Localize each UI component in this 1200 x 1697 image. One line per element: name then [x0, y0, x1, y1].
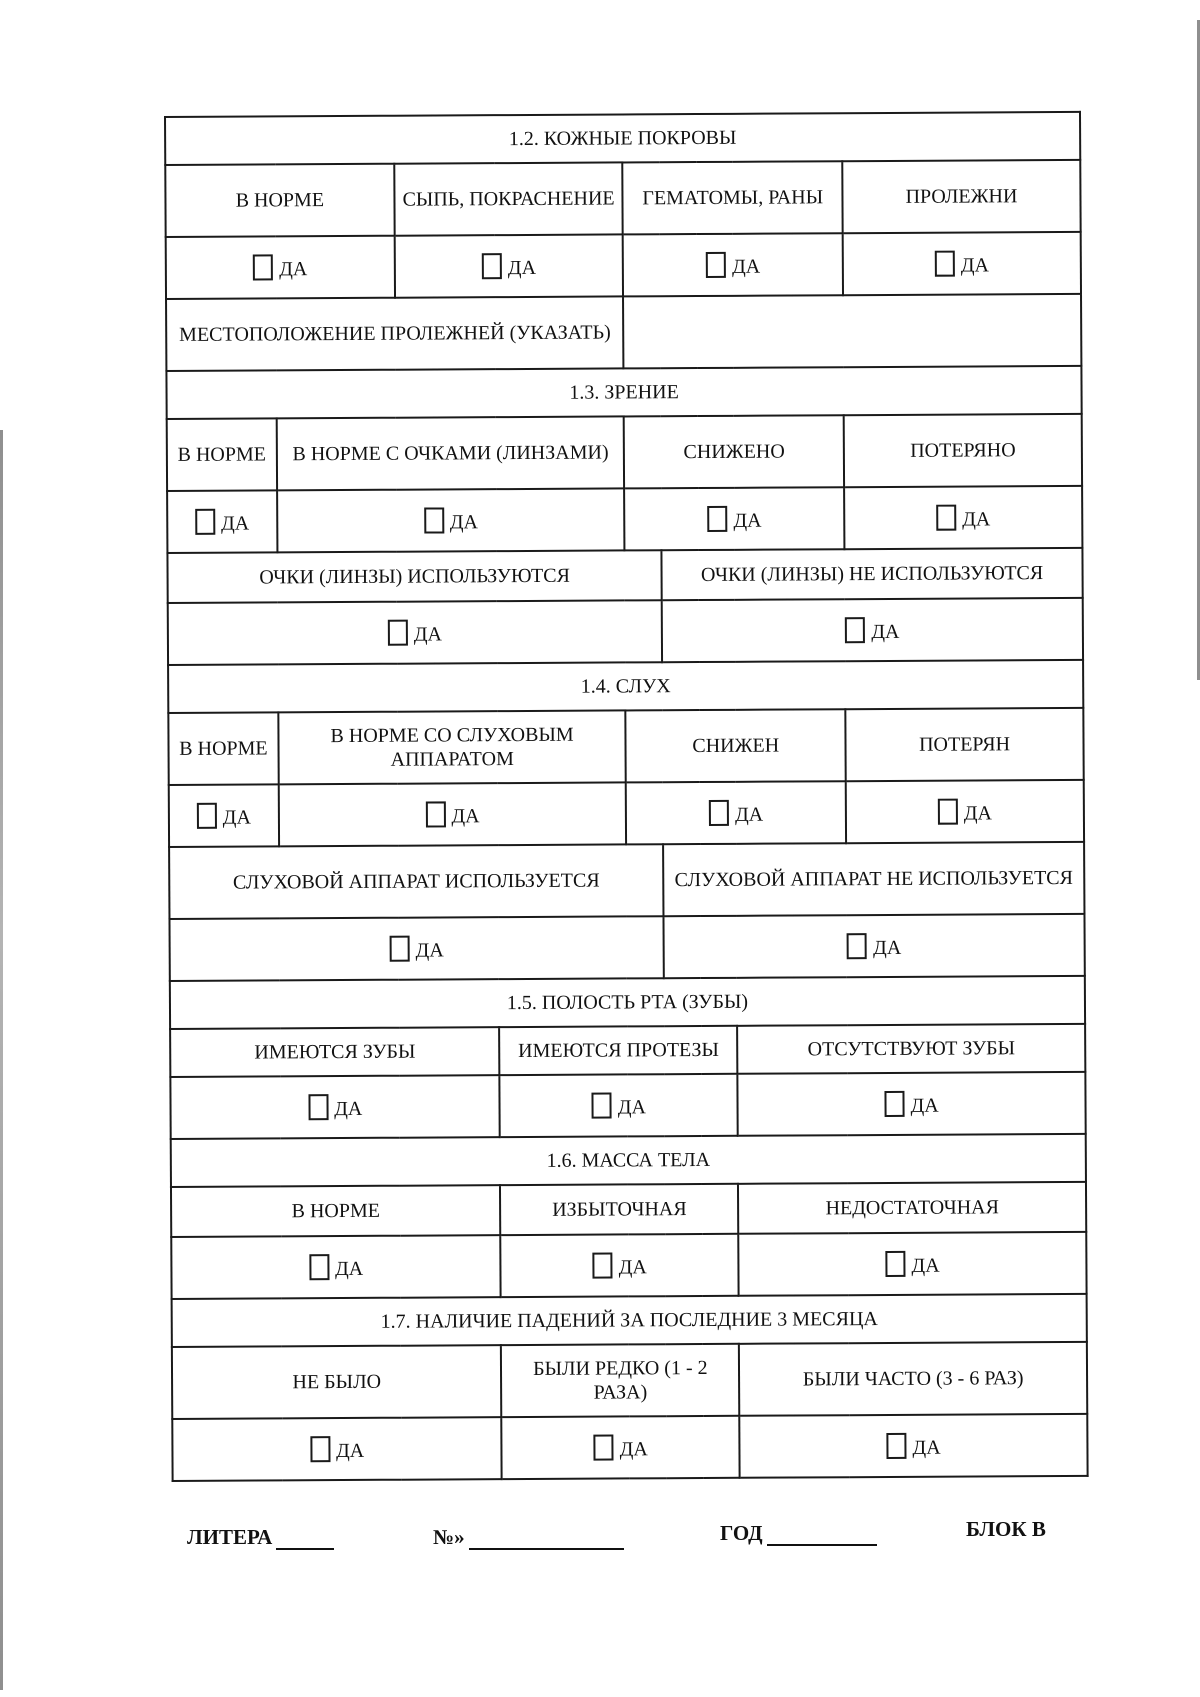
checkbox[interactable] [847, 933, 867, 959]
aid-not-used-header: СЛУХОВОЙ АППАРАТ НЕ ИСПОЛЬЗУЕТСЯ [663, 842, 1084, 916]
aid-not-used-option[interactable] [664, 914, 1085, 978]
weight-excess-option[interactable] [501, 1234, 739, 1297]
yes-label: ДА [960, 253, 989, 277]
checkbox[interactable] [707, 505, 727, 531]
section-title-1-6: 1.6. МАССА ТЕЛА [171, 1134, 1086, 1187]
yes-label: ДА [279, 257, 308, 280]
glasses-not-used-option[interactable] [662, 598, 1083, 662]
litera-field [187, 1525, 334, 1550]
vision-normal-header: В НОРМЕ [167, 418, 277, 491]
yes-label: ДА [507, 256, 537, 279]
teeth-present-header: ИМЕЮТСЯ ЗУБЫ [170, 1027, 500, 1077]
falls-rare-option[interactable] [502, 1416, 740, 1479]
glasses-not-used-header: ОЧКИ (ЛИНЗЫ) НЕ ИСПОЛЬЗУЮТСЯ [661, 548, 1082, 600]
checkbox[interactable] [425, 801, 445, 827]
falls-none-option[interactable] [172, 1417, 502, 1481]
yes-label: ДА [617, 1095, 646, 1118]
yes-label: ДА [910, 1094, 939, 1117]
vision-glasses-option[interactable] [277, 488, 625, 552]
number-label: №» [433, 1525, 465, 1549]
year-field [720, 1521, 877, 1546]
checkbox[interactable] [886, 1432, 906, 1458]
checkbox[interactable] [390, 935, 410, 961]
bedsore-location-field[interactable] [623, 294, 1081, 369]
yes-label: ДА [733, 509, 762, 532]
falls-rare-header: БЫЛИ РЕДКО (1 - 2 РАЗА) [501, 1344, 739, 1417]
checkbox[interactable] [388, 619, 408, 645]
yes-label: ДА [336, 1439, 365, 1462]
skin-rash-header: СЫПЬ, ПОКРАСНЕНИЕ [394, 162, 623, 235]
checkbox[interactable] [309, 1254, 329, 1280]
hearing-lost-header: ПОТЕРЯН [845, 708, 1083, 781]
skin-hematoma-header: ГЕМАТОМЫ, РАНЫ [623, 161, 843, 234]
skin-normal-header: В НОРМЕ [165, 164, 394, 237]
vision-glasses-header: В НОРМЕ С ОЧКАМИ (ЛИНЗАМИ) [276, 416, 624, 490]
yes-label: ДА [731, 255, 761, 278]
vision-lost-option[interactable] [844, 486, 1082, 549]
vision-reduced-option[interactable] [625, 487, 845, 550]
bedsore-location-label: МЕСТОПОЛОЖЕНИЕ ПРОЛЕЖНЕЙ (УКАЗАТЬ) [166, 296, 624, 371]
skin-hematoma-option[interactable] [623, 233, 843, 296]
skin-bedsores-header: ПРОЛЕЖНИ [842, 160, 1080, 233]
weight-deficient-header: НЕДОСТАТОЧНАЯ [738, 1182, 1086, 1234]
section-title-1-7: 1.7. НАЛИЧИЕ ПАДЕНИЙ ЗА ПОСЛЕДНИЕ 3 МЕСЯЦА [172, 1294, 1087, 1347]
hearing-reduced-option[interactable] [626, 781, 846, 844]
weight-normal-header: В НОРМЕ [171, 1185, 501, 1237]
checkbox[interactable] [845, 617, 865, 643]
section-title-1-2: 1.2. КОЖНЫЕ ПОКРОВЫ [165, 112, 1080, 165]
checkbox[interactable] [936, 504, 956, 530]
skin-rash-option[interactable] [394, 234, 623, 297]
yes-label: ДА [334, 1097, 363, 1120]
checkbox[interactable] [310, 1436, 330, 1462]
checkbox[interactable] [593, 1252, 613, 1278]
checkbox[interactable] [253, 254, 273, 280]
hearing-lost-option[interactable] [846, 780, 1084, 843]
hearing-aid-option[interactable] [279, 782, 627, 846]
yes-label: ДА [735, 803, 764, 826]
yes-label: ДА [963, 801, 993, 825]
hearing-normal-option[interactable] [169, 784, 279, 847]
section-title-1-3: 1.3. ЗРЕНИЕ [166, 366, 1081, 419]
yes-label: ДА [618, 1255, 647, 1278]
vision-lost-header: ПОТЕРЯНО [844, 414, 1082, 487]
yes-label: ДА [911, 1254, 940, 1277]
falls-none-header: НЕ БЫЛО [172, 1345, 502, 1419]
litera-label: ЛИТЕРА [187, 1525, 273, 1549]
checkbox[interactable] [935, 250, 955, 276]
yes-label: ДА [873, 936, 902, 959]
aid-used-header: СЛУХОВОЙ АППАРАТ ИСПОЛЬЗУЕТСЯ [169, 844, 663, 919]
litera-blank[interactable] [276, 1526, 334, 1550]
vision-normal-option[interactable] [167, 490, 277, 553]
yes-label: ДА [415, 938, 444, 962]
weight-normal-option[interactable] [171, 1235, 501, 1299]
checkbox[interactable] [308, 1094, 328, 1120]
skin-normal-option[interactable] [166, 236, 395, 299]
glasses-used-option[interactable] [168, 600, 662, 665]
yes-label: ДА [619, 1437, 648, 1460]
vision-reduced-header: СНИЖЕНО [624, 415, 844, 488]
year-blank[interactable] [767, 1522, 877, 1546]
yes-label: ДА [912, 1436, 941, 1459]
section-title-1-5: 1.5. ПОЛОСТЬ РТА (ЗУБЫ) [170, 976, 1085, 1029]
yes-label: ДА [449, 510, 479, 533]
checkbox[interactable] [592, 1092, 612, 1118]
yes-label: ДА [335, 1257, 364, 1280]
dentures-option[interactable] [500, 1074, 738, 1137]
assessment-form-table [164, 111, 1089, 1482]
checkbox[interactable] [706, 251, 726, 277]
checkbox[interactable] [195, 508, 215, 534]
weight-deficient-option[interactable] [739, 1232, 1087, 1296]
checkbox[interactable] [885, 1250, 905, 1276]
yes-label: ДА [451, 804, 480, 827]
hearing-aid-header: В НОРМЕ СО СЛУХОВЫМ АППАРАТОМ [278, 710, 626, 784]
checkbox[interactable] [885, 1090, 905, 1116]
number-blank[interactable] [469, 1526, 624, 1550]
yes-label: ДА [413, 622, 443, 646]
form-footer [0, 1517, 1200, 1565]
checkbox[interactable] [938, 798, 958, 824]
scan-edge-left [0, 430, 3, 1690]
falls-frequent-option[interactable] [740, 1414, 1088, 1478]
teeth-absent-option[interactable] [738, 1072, 1086, 1136]
checkbox[interactable] [424, 507, 444, 533]
teeth-absent-header: ОТСУТСТВУЮТ ЗУБЫ [737, 1024, 1085, 1074]
yes-label: ДА [222, 806, 251, 829]
falls-frequent-header: БЫЛИ ЧАСТО (3 - 6 РАЗ) [739, 1342, 1087, 1416]
glasses-used-header: ОЧКИ (ЛИНЗЫ) ИСПОЛЬЗУЮТСЯ [167, 550, 661, 603]
hearing-reduced-header: СНИЖЕН [626, 709, 846, 782]
checkbox[interactable] [709, 799, 729, 825]
yes-label: ДА [221, 512, 250, 535]
weight-excess-header: ИЗБЫТОЧНАЯ [500, 1184, 738, 1235]
checkbox[interactable] [594, 1434, 614, 1460]
skin-bedsores-option[interactable] [843, 232, 1081, 295]
yes-label: ДА [962, 507, 991, 531]
teeth-present-option[interactable] [170, 1075, 500, 1139]
dentures-header: ИМЕЮТСЯ ПРОТЕЗЫ [499, 1026, 737, 1075]
year-label: ГОД [720, 1521, 763, 1545]
section-title-1-4: 1.4. СЛУХ [168, 660, 1083, 713]
block-label: БЛОК В [966, 1517, 1046, 1541]
yes-label: ДА [871, 620, 900, 643]
checkbox[interactable] [482, 253, 502, 279]
number-field [433, 1525, 624, 1550]
hearing-normal-header: В НОРМЕ [168, 712, 278, 785]
aid-used-option[interactable] [169, 916, 663, 981]
checkbox[interactable] [197, 802, 217, 828]
